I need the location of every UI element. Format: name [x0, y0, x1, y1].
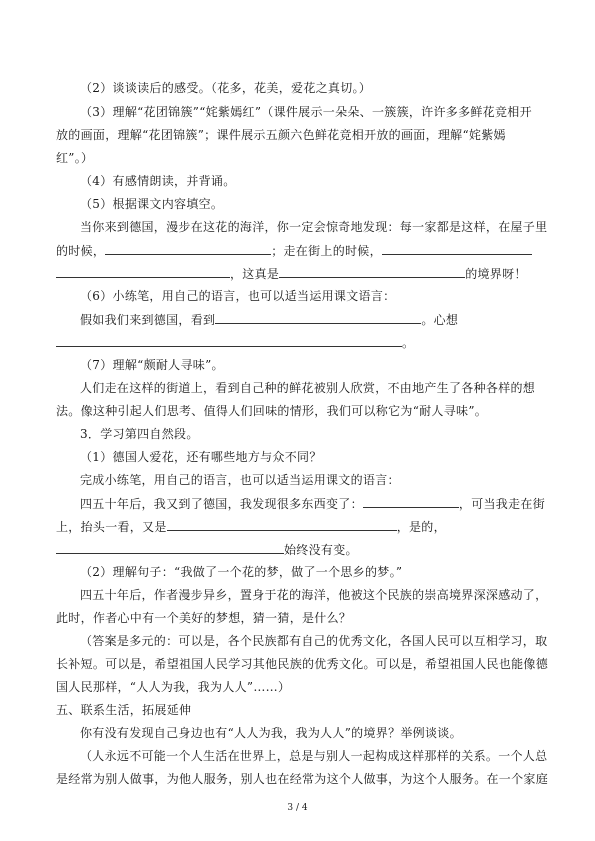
page-number: 3 / 4: [287, 803, 308, 813]
answer-blank[interactable]: [167, 517, 397, 531]
text-line: （人永远不可能一个人生活在世界上，总是与别人一起构成这样那样的关系。一个人总: [80, 749, 548, 763]
text-line: （2）理解句子：“我做了一个花的梦，做了一个思乡的梦。”: [80, 565, 403, 579]
answer-blank[interactable]: [56, 333, 402, 347]
section-heading: 五、联系生活，拓展延伸: [56, 703, 192, 717]
text-line: （答案是多元的：可以是，各个民族都有自己的优秀文化，各国人民可以互相学习，取: [80, 634, 548, 648]
text-line: 完成小练笔，用自己的语言，也可以适当运用课文的语言：: [80, 473, 400, 487]
text-segment: 的境界呀！: [465, 267, 527, 281]
answer-blank[interactable]: [363, 494, 459, 508]
text-segment: 假如我们来到德国，看到: [80, 313, 216, 327]
fill-blank-line: [56, 517, 546, 536]
answer-blank[interactable]: [105, 241, 271, 255]
text-line: 四五十年后，作者漫步异乡，置身于花的海洋，他被这个民族的崇高境界深深感动了，: [80, 588, 548, 602]
text-line: 国人民那样，“人人为我，我为人人”……）: [56, 680, 291, 694]
text-line: 你有没有发现自己身边也有“人人为我，我为人人”的境界？举例谈谈。: [80, 726, 462, 740]
text-segment: 。心想: [421, 313, 459, 327]
text-line: 是经常为别人做事，为他人服务，别人也在经常为这个人做事，为这个人服务。在一个家庭: [56, 772, 549, 786]
text-segment: 始终没有变。: [284, 543, 358, 557]
text-line: 人们走在这样的街道上，看到自己种的鲜花被别人欣赏，不由地产生了各种各样的想: [80, 381, 536, 395]
text-line: 此时，作者心中有一个美好的梦想，猜一猜，是什么？: [56, 611, 352, 625]
text-line: 红”。）: [56, 151, 94, 165]
fill-blank-line: [80, 494, 570, 513]
text-segment: ；走在街上的时候，: [271, 244, 382, 258]
fill-blank-line: [56, 241, 546, 260]
text-line: 长补短。可以是，希望祖国人民学习其他民族的优秀文化。可以是，希望祖国人民也能像德: [56, 657, 549, 671]
text-line: （1）德国人爱花，还有哪些地方与众不同？: [80, 450, 322, 464]
text-segment: ，这真是: [230, 267, 280, 281]
text-line: 当你来到德国，漫步在这花的海洋，你一定会惊奇地发现：每一家都是这样，在屋子里: [80, 220, 548, 234]
text-line: 放的画面，理解“花团锦簇”；课件展示五颜六色鲜花竞相开放的画面，理解“姹紫嫣: [56, 128, 506, 142]
fill-blank-line: [80, 310, 570, 329]
answer-blank[interactable]: [215, 310, 421, 324]
text-line: （4）有感情朗读，并背诵。: [80, 174, 236, 188]
answer-blank[interactable]: [56, 264, 230, 278]
answer-blank[interactable]: [279, 264, 465, 278]
text-segment: ，是的，: [396, 520, 446, 534]
text-segment: 上，抬头一看，又是: [56, 520, 167, 534]
fill-blank-line: [56, 264, 546, 283]
answer-blank[interactable]: [382, 241, 532, 255]
text-line: （7）理解“颇耐人寻味”。: [80, 358, 224, 372]
fill-blank-line: [56, 333, 546, 352]
answer-blank[interactable]: [56, 540, 284, 554]
text-segment: ，可当我走在街: [458, 497, 546, 511]
text-segment: 的时候，: [56, 244, 106, 258]
text-line: （2）谈谈读后的感受。（花多，花美，爱花之真切。）: [80, 81, 372, 95]
text-line: （6）小练笔，用自己的语言，也可以适当运用课文语言：: [80, 289, 396, 303]
text-line: （3）理解“花团锦簇”“姹紫嫣红”（课件展示一朵朵、一簇簇，许许多多鲜花竞相开: [80, 105, 532, 119]
text-line: 法。像这种引起人们思考、值得人们回味的情形，我们可以称它为“耐人寻味”。: [56, 404, 488, 418]
text-segment: 。: [402, 336, 415, 350]
text-segment: 四五十年后，我又到了德国，我发现很多东西变了：: [80, 497, 363, 511]
text-line: （5）根据课文内容填空。: [80, 197, 224, 211]
fill-blank-line: [56, 540, 546, 559]
text-line: 3．学习第四自然段。: [80, 427, 199, 441]
